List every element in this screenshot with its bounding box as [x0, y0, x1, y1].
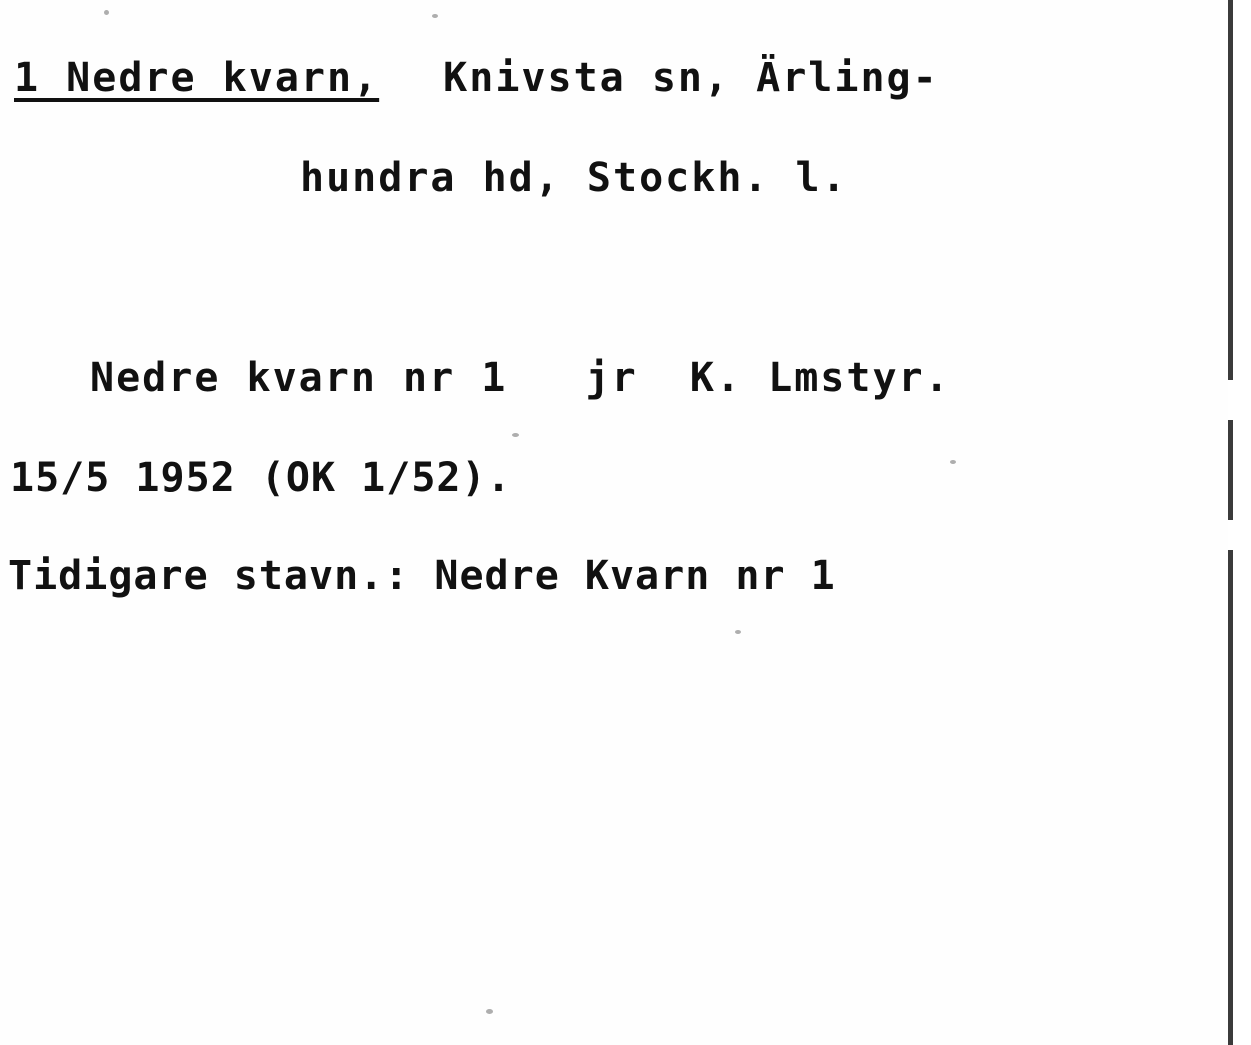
scan-speck	[486, 1009, 493, 1014]
place-name-title: 1 Nedre kvarn,	[14, 55, 380, 101]
scan-margin	[1233, 0, 1251, 1045]
scan-speck	[512, 433, 519, 437]
scan-speck	[432, 14, 438, 18]
body-line-2: 15/5 1952 (OK 1/52).	[10, 455, 512, 501]
body-line-3: Tidigare stavn.: Nedre Kvarn nr 1	[8, 553, 836, 599]
parish-district-line: Knivsta sn, Ärling-	[443, 55, 939, 101]
scan-speck	[950, 460, 956, 464]
card-heading-line-1	[14, 55, 939, 101]
body-line-1: Nedre kvarn nr 1 jr K. Lmstyr.	[90, 355, 951, 401]
scan-speck	[104, 10, 109, 15]
parish-district-continuation: hundra hd, Stockh. l.	[300, 155, 848, 201]
scan-speck	[735, 630, 741, 634]
